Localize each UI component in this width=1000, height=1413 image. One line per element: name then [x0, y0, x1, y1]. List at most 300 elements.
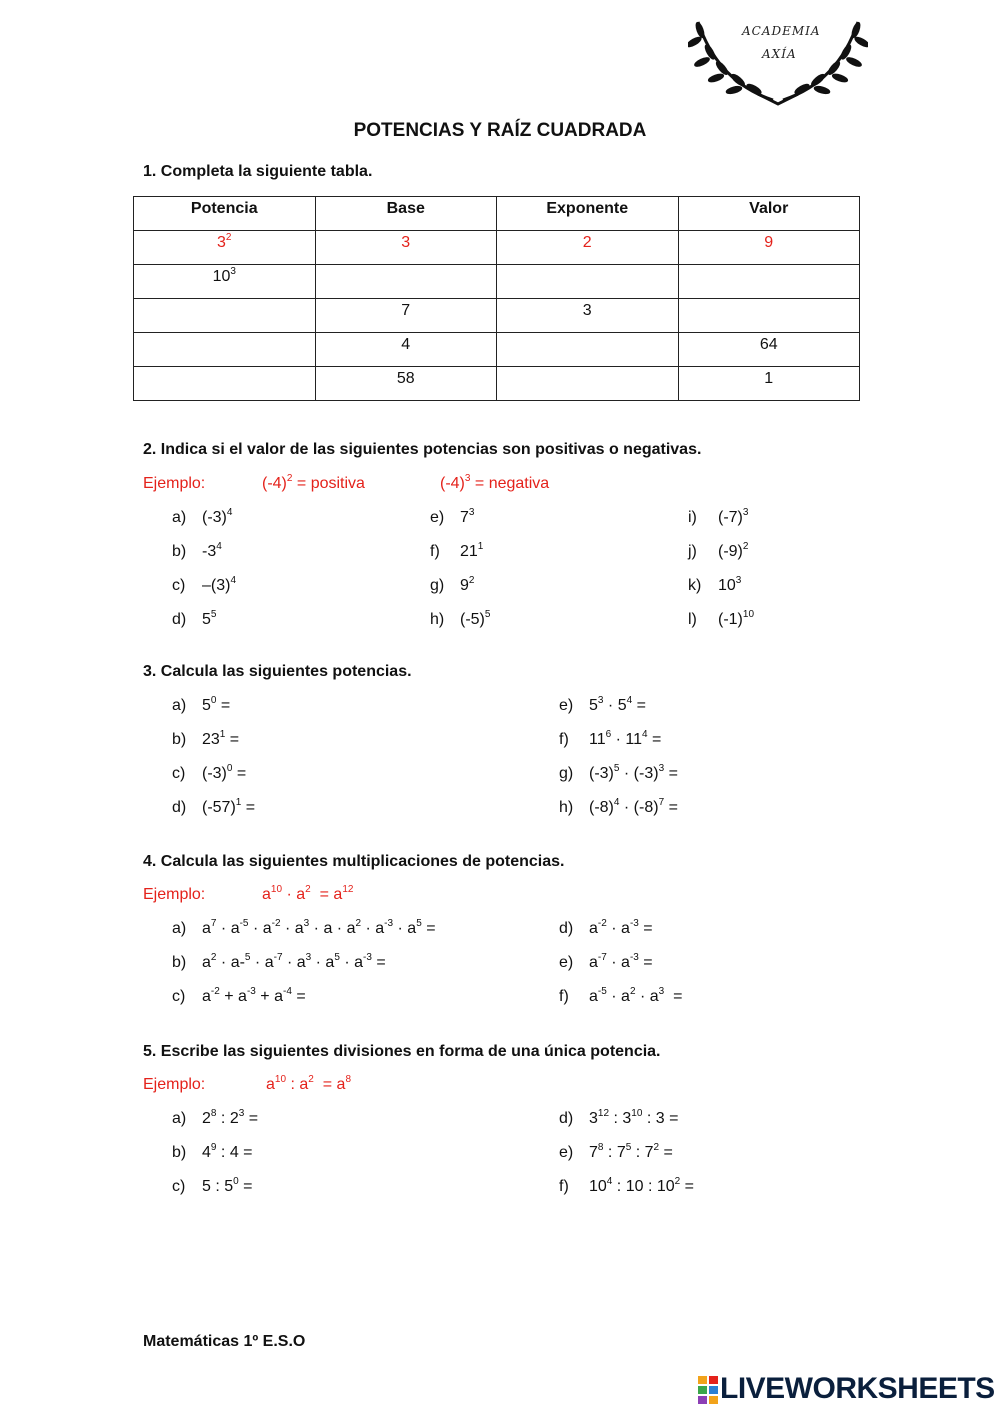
operator: ·: [282, 886, 297, 903]
exercise-item[interactable]: [172, 543, 222, 561]
power-base: a: [375, 920, 385, 937]
equals-sign: =: [241, 799, 256, 816]
power-exponent: 10: [742, 609, 755, 620]
power-base: a: [621, 920, 630, 937]
exercise-item[interactable]: [172, 731, 239, 749]
operator: ·: [332, 920, 347, 937]
table-cell-potencia[interactable]: [134, 333, 316, 367]
power-exponent: 3: [658, 986, 665, 997]
item-letter: c): [172, 577, 186, 594]
power-exponent: 2: [210, 952, 217, 963]
power-base: a: [202, 954, 211, 971]
power-base: a: [202, 988, 211, 1005]
power-exponent: 0: [210, 695, 217, 706]
example-expression: [266, 1076, 351, 1094]
power-exponent: 2: [308, 1074, 314, 1085]
power-base: 10: [656, 1178, 675, 1195]
equals-sign: =: [238, 1178, 253, 1195]
operator: ·: [216, 954, 231, 971]
power-base: (-57): [202, 799, 236, 816]
item-letter: c): [172, 988, 186, 1005]
operator: ·: [393, 920, 408, 937]
item-letter: g): [430, 577, 445, 594]
table-cell-exponente[interactable]: 3: [497, 299, 679, 333]
equals-sign: =: [238, 1144, 253, 1161]
power-exponent: -7: [597, 952, 607, 963]
exercise-item[interactable]: [688, 577, 741, 595]
operator: =: [313, 1076, 337, 1093]
power-base: 10: [625, 1178, 644, 1195]
exercise-item[interactable]: [559, 1110, 678, 1128]
power-exponent: 2: [674, 1176, 681, 1187]
exercise-item[interactable]: [688, 509, 748, 527]
section5-heading: 5. Escribe las siguientes divisiones en forma de una única potencia.: [143, 1043, 661, 1060]
equals-sign: =: [680, 1178, 694, 1195]
power-base: a: [333, 886, 343, 903]
item-letter: e): [559, 697, 574, 714]
power-exponent: -4: [283, 986, 292, 997]
liveworksheets-brand[interactable]: LIVEWORKSHEETS: [720, 1372, 995, 1405]
power-base: a: [266, 1076, 275, 1093]
power-base: a: [230, 920, 240, 937]
example-label: Ejemplo:: [143, 475, 206, 492]
power-base: 9: [460, 577, 469, 594]
power-base: a: [325, 954, 335, 971]
example-expression: [440, 475, 549, 493]
column-header: Exponente: [497, 197, 679, 231]
power-exponent: -3: [384, 918, 394, 929]
operator: ·: [309, 920, 324, 937]
power-exponent: 4: [226, 507, 233, 518]
power-exponent: 5: [244, 952, 251, 963]
power-base: 2: [202, 1110, 211, 1127]
item-letter: b): [172, 1144, 187, 1161]
operator: +: [219, 988, 239, 1005]
power-exponent: 5: [416, 918, 422, 929]
power-exponent: 4: [216, 541, 222, 552]
equals-sign: =: [291, 988, 306, 1005]
power-exponent: 5: [613, 763, 620, 774]
power-base: 7: [644, 1144, 654, 1161]
column-header: Base: [315, 197, 497, 231]
table-cell-valor[interactable]: 1: [678, 367, 860, 401]
exercise-item[interactable]: [559, 1178, 694, 1196]
item-letter: d): [559, 1110, 574, 1127]
power-base: (-3): [202, 765, 227, 782]
item-letter: d): [172, 799, 187, 816]
power-exponent: 5: [334, 952, 340, 963]
table-header-row: [134, 197, 860, 231]
power-exponent: -2: [597, 918, 607, 929]
operator: :: [643, 1178, 657, 1195]
power-exponent: 12: [597, 1108, 610, 1119]
power-exponent: -3: [629, 918, 639, 929]
power-exponent: 5: [210, 609, 217, 620]
table-cell-potencia[interactable]: [134, 299, 316, 333]
operator: :: [609, 1110, 623, 1127]
power-exponent: 3: [305, 952, 312, 963]
power-exponent: 7: [658, 797, 665, 808]
equals-sign: =: [225, 731, 240, 748]
powers-table: [133, 196, 860, 401]
section1-heading: 1. Completa la siguiente tabla.: [143, 163, 373, 180]
power-exponent: -3: [629, 952, 639, 963]
table-cell-base[interactable]: 58: [315, 367, 497, 401]
item-letter: e): [559, 954, 574, 971]
equals-sign: =: [244, 1110, 259, 1127]
power-exponent: 2: [629, 986, 636, 997]
power-exponent: 9: [210, 1142, 217, 1153]
equals-sign: =: [638, 920, 653, 937]
equals-sign: =: [664, 799, 678, 816]
exercise-item[interactable]: [559, 988, 682, 1006]
power-base: a: [336, 1076, 346, 1093]
power-base: a: [299, 1076, 309, 1093]
power-exponent: 0: [233, 1176, 239, 1187]
item-letter: c): [172, 1178, 186, 1195]
operator: :: [642, 1110, 656, 1127]
power-base: a: [274, 988, 283, 1005]
example-result: = positiva: [292, 475, 365, 492]
power-exponent: -3: [363, 952, 372, 963]
item-letter: a): [172, 1110, 187, 1127]
table-cell-valor[interactable]: [678, 299, 860, 333]
equals-sign: =: [647, 731, 662, 748]
power-base: a: [296, 954, 306, 971]
power-exponent: 5: [484, 609, 491, 620]
table-cell-exponente[interactable]: [497, 367, 679, 401]
power-base: a: [202, 920, 211, 937]
power-base: 5: [589, 697, 598, 714]
power-exponent: 12: [342, 884, 354, 895]
table-cell-valor[interactable]: 64: [678, 333, 860, 367]
operator: ·: [606, 954, 622, 971]
operator: ·: [250, 954, 265, 971]
item-letter: e): [430, 509, 445, 526]
power-base: (-4): [262, 475, 287, 492]
power-exponent: 3: [303, 918, 310, 929]
power-exponent: 8: [597, 1142, 604, 1153]
exercise-item[interactable]: [559, 1144, 673, 1162]
table-example-row: [134, 231, 860, 265]
exercise-item[interactable]: [688, 611, 754, 629]
section2-heading: 2. Indica si el valor de las siguientes potencias son positivas o negativas.: [143, 441, 702, 458]
power-base: a: [346, 920, 356, 937]
equals-sign: =: [659, 1144, 673, 1161]
operator: ·: [282, 954, 297, 971]
exercise-item[interactable]: [172, 954, 386, 972]
example-result: = negativa: [470, 475, 550, 492]
power-base: (-1): [718, 611, 743, 628]
operator: ·: [216, 920, 231, 937]
power-exponent: -2: [271, 918, 281, 929]
item-letter: k): [688, 577, 702, 594]
power-base: 11: [589, 731, 606, 748]
logo-text-academia: ACADEMIA: [742, 24, 821, 38]
power-base: a: [262, 886, 271, 903]
power-base: 7: [616, 1144, 626, 1161]
power-base: 2: [229, 1110, 239, 1127]
operator: ·: [311, 954, 326, 971]
power-base: 10: [718, 577, 736, 594]
power-base: (-8): [589, 799, 614, 816]
power-base: 3: [655, 1110, 665, 1127]
power-exponent: 3: [468, 507, 475, 518]
item-letter: b): [172, 543, 187, 560]
power-exponent: 1: [219, 729, 226, 740]
equals-sign: =: [638, 954, 653, 971]
operator: ·: [248, 920, 263, 937]
power-exponent: 0: [226, 763, 233, 774]
section3-heading: 3. Calcula las siguientes potencias.: [143, 663, 412, 680]
power-base: -3: [202, 543, 217, 560]
operator: ·: [619, 799, 634, 816]
item-letter: a): [172, 920, 187, 937]
power-exponent: 4: [230, 575, 237, 586]
power-base: a: [407, 920, 417, 937]
operator: :: [210, 1178, 225, 1195]
exercise-item[interactable]: [172, 1178, 253, 1196]
logo-text-axia: AXÍA: [762, 47, 797, 61]
equals-sign: =: [421, 920, 436, 937]
operator: ·: [619, 765, 634, 782]
exercise-item[interactable]: [559, 697, 646, 715]
table-cell-base[interactable]: 4: [315, 333, 497, 367]
table-cell-exponente: 2: [497, 231, 679, 265]
power-exponent: 10: [631, 1108, 643, 1119]
exercise-item[interactable]: [172, 611, 216, 629]
exercise-item[interactable]: [172, 1110, 258, 1128]
power-exponent: 6: [605, 729, 612, 740]
example-expression: [262, 886, 353, 904]
power-base: 7: [460, 509, 469, 526]
table-cell-exponente[interactable]: [497, 265, 679, 299]
operator: ·: [611, 731, 626, 748]
power-exponent: 2: [286, 473, 293, 484]
power-exponent: 2: [653, 1142, 660, 1153]
item-letter: d): [172, 611, 187, 628]
power-exponent: 2: [742, 541, 749, 552]
exercise-item[interactable]: [559, 731, 661, 749]
page-title: POTENCIAS Y RAÍZ CUADRADA: [353, 120, 647, 141]
operator: +: [255, 988, 275, 1005]
power-base: a: [262, 920, 272, 937]
power-exponent: -7: [273, 952, 283, 963]
item-letter: f): [559, 1178, 569, 1195]
exercise-item[interactable]: [559, 954, 653, 972]
power-base: 10: [589, 1178, 607, 1195]
item-letter: g): [559, 765, 574, 782]
power-base: a: [589, 988, 598, 1005]
column-header: Potencia: [134, 197, 316, 231]
item-letter: a): [172, 509, 187, 526]
power-base: 10: [212, 268, 231, 285]
table-row: [134, 367, 860, 401]
power-base: 3: [622, 1110, 632, 1127]
item-letter: l): [688, 611, 697, 628]
power-base: 5: [224, 1178, 234, 1195]
power-exponent: 4: [613, 797, 620, 808]
table-row: [134, 299, 860, 333]
power-base: 3: [589, 1110, 598, 1127]
power-base: 11: [625, 731, 642, 748]
item-letter: f): [559, 988, 569, 1005]
item-letter: d): [559, 920, 574, 937]
exercise-item[interactable]: [688, 543, 748, 561]
power-exponent: -5: [597, 986, 607, 997]
power-exponent: 2: [225, 232, 232, 243]
power-exponent: 3: [735, 575, 742, 586]
exercise-item[interactable]: [172, 1144, 253, 1162]
operator: :: [631, 1144, 645, 1161]
section4-heading: 4. Calcula las siguientes multiplicaciones de potencias.: [143, 853, 565, 870]
power-exponent: 3: [597, 695, 604, 706]
power-base: (-3): [589, 765, 614, 782]
exercise-item[interactable]: [172, 765, 246, 783]
power-exponent: -5: [239, 918, 249, 929]
power-base: 7: [589, 1144, 598, 1161]
operator: :: [603, 1144, 617, 1161]
power-base: a: [294, 920, 304, 937]
operator: :: [216, 1110, 230, 1127]
table-cell-valor: 9: [678, 231, 860, 265]
liveworksheets-icon: [698, 1376, 718, 1404]
table-cell-exponente[interactable]: [497, 333, 679, 367]
item-letter: f): [559, 731, 569, 748]
exercise-item[interactable]: [172, 920, 436, 938]
item-letter: a): [172, 697, 187, 714]
power-base: a: [238, 988, 247, 1005]
power-exponent: 3: [464, 473, 471, 484]
table-cell-valor[interactable]: [678, 265, 860, 299]
power-base: 5: [202, 1178, 211, 1195]
power-exponent: 2: [355, 918, 362, 929]
exercise-item[interactable]: [559, 920, 653, 938]
exercise-item[interactable]: [559, 799, 678, 817]
exercise-item[interactable]: [172, 988, 306, 1006]
exercise-item[interactable]: [430, 543, 483, 561]
operator: ·: [603, 697, 618, 714]
table-row: [134, 265, 860, 299]
power-base: a: [621, 988, 630, 1005]
power-exponent: 4: [626, 695, 633, 706]
column-header: Valor: [678, 197, 860, 231]
power-base: a: [354, 954, 364, 971]
power-exponent: 3: [230, 266, 236, 277]
power-exponent: 3: [238, 1108, 245, 1119]
exercise-item[interactable]: [172, 577, 236, 595]
power-base: a: [589, 920, 598, 937]
operator: ·: [280, 920, 295, 937]
power-base: a-: [230, 954, 245, 971]
example-expression: [262, 475, 365, 493]
power-base: 4: [229, 1144, 239, 1161]
power-exponent: 2: [468, 575, 475, 586]
power-base: 5: [617, 697, 627, 714]
exercise-item[interactable]: [172, 509, 232, 527]
exercise-item[interactable]: [559, 765, 678, 783]
table-cell-potencia[interactable]: [134, 265, 316, 299]
exercise-item[interactable]: [172, 697, 230, 715]
item-letter: b): [172, 954, 187, 971]
item-letter: h): [559, 799, 574, 816]
power-base: a: [649, 988, 659, 1005]
table-row: [134, 333, 860, 367]
power-base: (-3): [202, 509, 227, 526]
power-exponent: 2: [305, 884, 311, 895]
operator: ·: [339, 954, 355, 971]
power-base: 23: [202, 731, 220, 748]
item-letter: b): [172, 731, 187, 748]
footer-subject: Matemáticas 1º E.S.O: [143, 1333, 306, 1350]
exercise-item[interactable]: [430, 611, 490, 629]
power-base: a: [264, 954, 274, 971]
equals-sign: =: [664, 765, 678, 782]
item-letter: i): [688, 509, 697, 526]
operator: :: [612, 1178, 626, 1195]
power-base: a: [589, 954, 598, 971]
power-exponent: 5: [625, 1142, 632, 1153]
power-exponent: 1: [477, 541, 484, 552]
power-base: 4: [202, 1144, 211, 1161]
power-base: 5: [202, 697, 211, 714]
equals-sign: =: [664, 1110, 679, 1127]
power-exponent: 4: [642, 729, 648, 740]
item-letter: j): [688, 543, 697, 560]
power-base: a: [296, 886, 306, 903]
exercise-item[interactable]: [430, 509, 474, 527]
power-exponent: 1: [235, 797, 242, 808]
equals-sign: =: [371, 954, 386, 971]
power-exponent: 10: [274, 1074, 287, 1085]
item-letter: e): [559, 1144, 574, 1161]
table-cell-potencia[interactable]: [134, 367, 316, 401]
operator: :: [286, 1076, 300, 1093]
table-cell-potencia: [134, 231, 316, 265]
equals-sign: =: [216, 697, 231, 714]
exercise-item[interactable]: [430, 577, 474, 595]
example-label: Ejemplo:: [143, 1076, 206, 1093]
operator: =: [310, 886, 334, 903]
table-cell-base[interactable]: 7: [315, 299, 497, 333]
equals-sign: =: [632, 697, 646, 714]
operator: :: [216, 1144, 230, 1161]
example-label: Ejemplo:: [143, 886, 206, 903]
power-base: a: [621, 954, 630, 971]
item-letter: h): [430, 611, 445, 628]
item-letter: f): [430, 543, 440, 560]
power-exponent: 4: [606, 1176, 613, 1187]
power-base: –(3): [202, 577, 231, 594]
power-base: 21: [460, 543, 478, 560]
table-cell-base[interactable]: [315, 265, 497, 299]
power-base: 3: [217, 234, 226, 251]
power-base: (-3): [633, 765, 659, 782]
exercise-item[interactable]: [172, 799, 255, 817]
power-base: a: [323, 920, 333, 937]
power-base: (-8): [633, 799, 659, 816]
power-exponent: 3: [658, 763, 665, 774]
power-base: (-5): [460, 611, 485, 628]
power-exponent: -3: [246, 986, 256, 997]
power-exponent: -2: [210, 986, 220, 997]
power-exponent: 10: [270, 884, 283, 895]
operator: ·: [635, 988, 650, 1005]
equals-sign: =: [232, 765, 247, 782]
power-base: (-4): [440, 475, 465, 492]
item-letter: c): [172, 765, 186, 782]
power-exponent: 7: [210, 918, 217, 929]
